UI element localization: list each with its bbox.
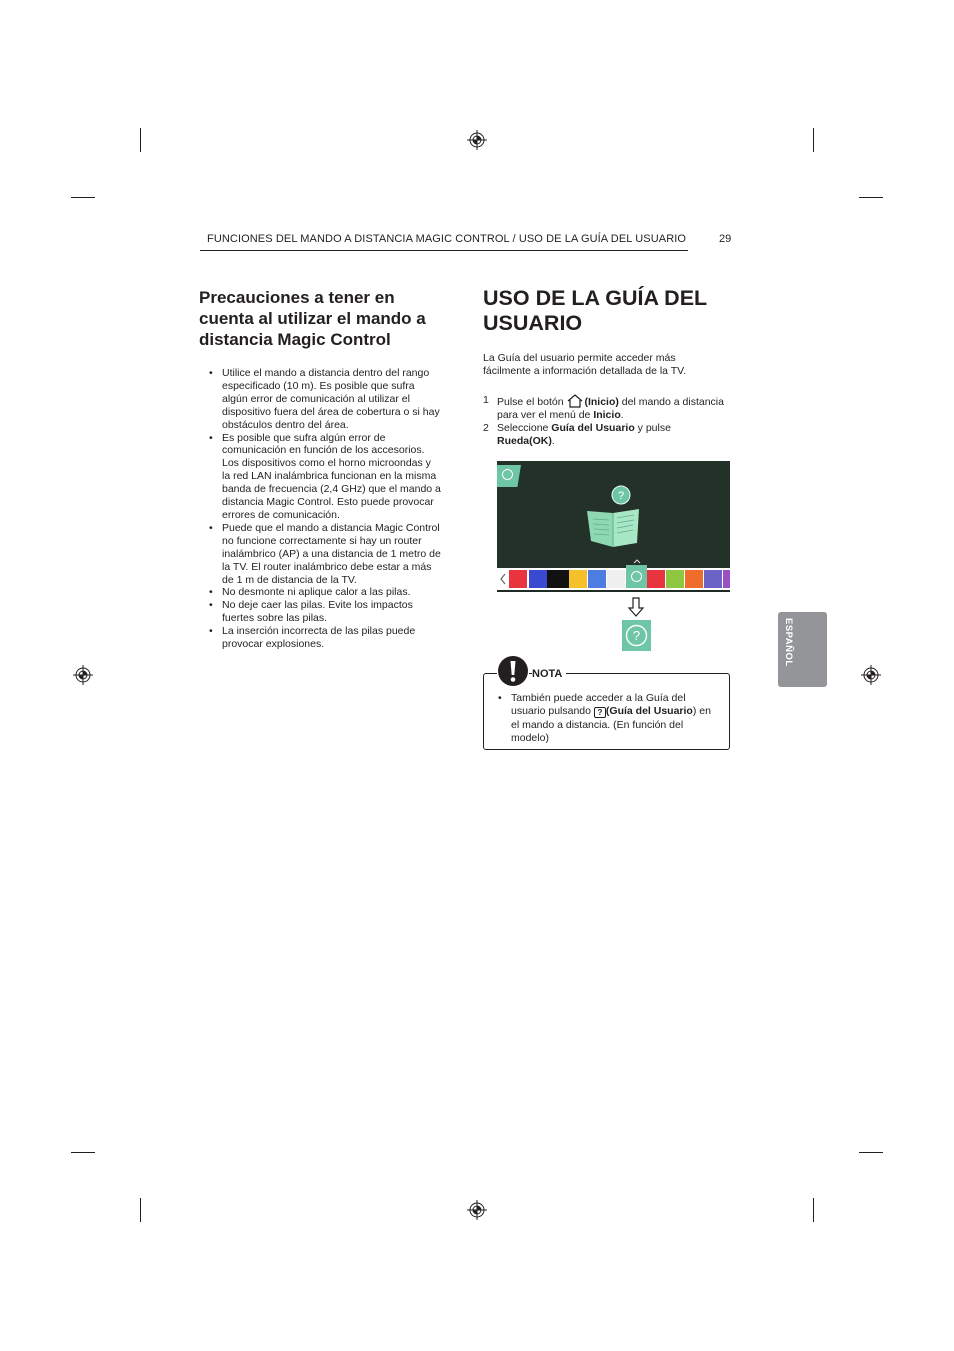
step-text-bold: (Inicio) [584, 396, 619, 408]
app-tile [723, 570, 730, 588]
crop-mark [813, 1198, 814, 1222]
crop-mark [140, 1198, 141, 1222]
app-tile [569, 570, 587, 588]
precautions-list [209, 367, 441, 651]
app-tile [666, 570, 684, 588]
step-text: y pulse [634, 422, 671, 434]
open-book-icon [583, 483, 645, 553]
step-text-bold: Inicio [593, 409, 621, 421]
step-text: del mando a distancia para ver el menú de [497, 396, 724, 421]
list-item: • La inserción incorrecta de las pilas puede provocar explosiones. [209, 625, 441, 651]
step-text: . [551, 435, 555, 447]
section-heading-precautions: Precauciones a tener en cuenta al utilizar el mando a distancia Magic Control [199, 288, 426, 349]
step-text-bold: Guía del Usuario [551, 422, 635, 434]
registration-mark-icon [73, 665, 93, 685]
crop-mark [71, 197, 95, 198]
note-text-bold: (Guía del Usuario [605, 705, 693, 718]
crop-mark [813, 128, 814, 152]
running-header: FUNCIONES DEL MANDO A DISTANCIA MAGIC CONTROL / USO DE LA GUÍA DEL USUARIO [207, 233, 687, 245]
crop-mark [859, 1152, 883, 1153]
chevron-up-icon [633, 559, 641, 564]
language-tab-label: ESPAÑOL [783, 618, 794, 667]
section-heading-user-guide: USO DE LA GUÍA DEL USUARIO [483, 286, 707, 335]
step-number: 1 [483, 394, 489, 406]
user-guide-tile-icon [631, 571, 642, 582]
step-item [483, 394, 728, 422]
note-text [497, 692, 719, 745]
svg-text:?: ? [617, 490, 625, 502]
registration-mark-icon [467, 1200, 487, 1220]
svg-text:?: ? [632, 628, 641, 643]
list-item: • No deje caer las pilas. Evite los impactos fuertes sobre las pilas. [209, 599, 441, 625]
note-text-segment: También puede acceder a la Guía del usuario pulsando [511, 692, 686, 718]
list-item: • No desmonte ni aplique calor a las pilas. [209, 586, 441, 599]
app-tile [647, 570, 665, 588]
app-tile [704, 570, 722, 588]
question-circle-icon [625, 624, 648, 647]
app-tile [588, 570, 606, 588]
steps-list [483, 394, 728, 448]
app-tile [509, 570, 527, 588]
app-tile [607, 570, 625, 588]
intro-paragraph: La Guía del usuario permite acceder más fácilmente a información detallada de la TV. [483, 352, 687, 377]
app-tile [547, 570, 569, 588]
tv-bottom-edge [497, 590, 730, 592]
user-guide-corner-icon [502, 469, 513, 480]
app-tile [529, 570, 547, 588]
arrow-down-icon [627, 597, 645, 617]
step-text-bold: Rueda(OK) [497, 435, 552, 447]
chevron-left-icon [499, 573, 507, 585]
app-tile [685, 570, 703, 588]
list-item: • Puede que el mando a distancia Magic Control no funcione correctamente si hay un router inalámbrico (AP) a una distancia de 1 metro de la TV. El router inalámbrico debe estar a más de 1 m de distancia de la TV. [209, 522, 441, 587]
step-text: Pulse el botón [497, 396, 567, 408]
step-number: 2 [483, 422, 489, 434]
tv-screenshot [497, 461, 730, 592]
crop-mark [859, 197, 883, 198]
step-text: Seleccione [497, 422, 552, 434]
page-number: 29 [719, 233, 732, 245]
step-item [483, 422, 728, 448]
note-text-segment: ) en el mando a distancia. (En función del modelo) [511, 705, 711, 744]
list-item: • Utilice el mando a distancia dentro del rango especificado (10 m). Es posible que sufra algún error de comunicación al utilizar el dispositivo fuera del área de cobertura o si hay obstáculos dentro del área. [209, 367, 441, 432]
crop-mark [71, 1152, 95, 1153]
crop-mark [140, 128, 141, 152]
header-divider [200, 250, 688, 251]
note-title: NOTA [532, 668, 566, 680]
user-guide-key-icon: ? [594, 707, 606, 718]
list-item: • Es posible que sufra algún error de comunicación en función de los accesorios. Los dispositivos como el horno microondas y la red LAN inalámbrica funcionan en la misma banda de frecuencia (2,4 GHz) que el mando a distancia Magic Control. Esto puede provocar errores de comunicación. [209, 432, 441, 522]
home-icon [566, 394, 584, 408]
user-guide-tile [622, 620, 651, 651]
warning-exclamation-icon [497, 655, 529, 687]
registration-mark-icon [467, 130, 487, 150]
registration-mark-icon [861, 665, 881, 685]
step-text: . [620, 409, 624, 421]
